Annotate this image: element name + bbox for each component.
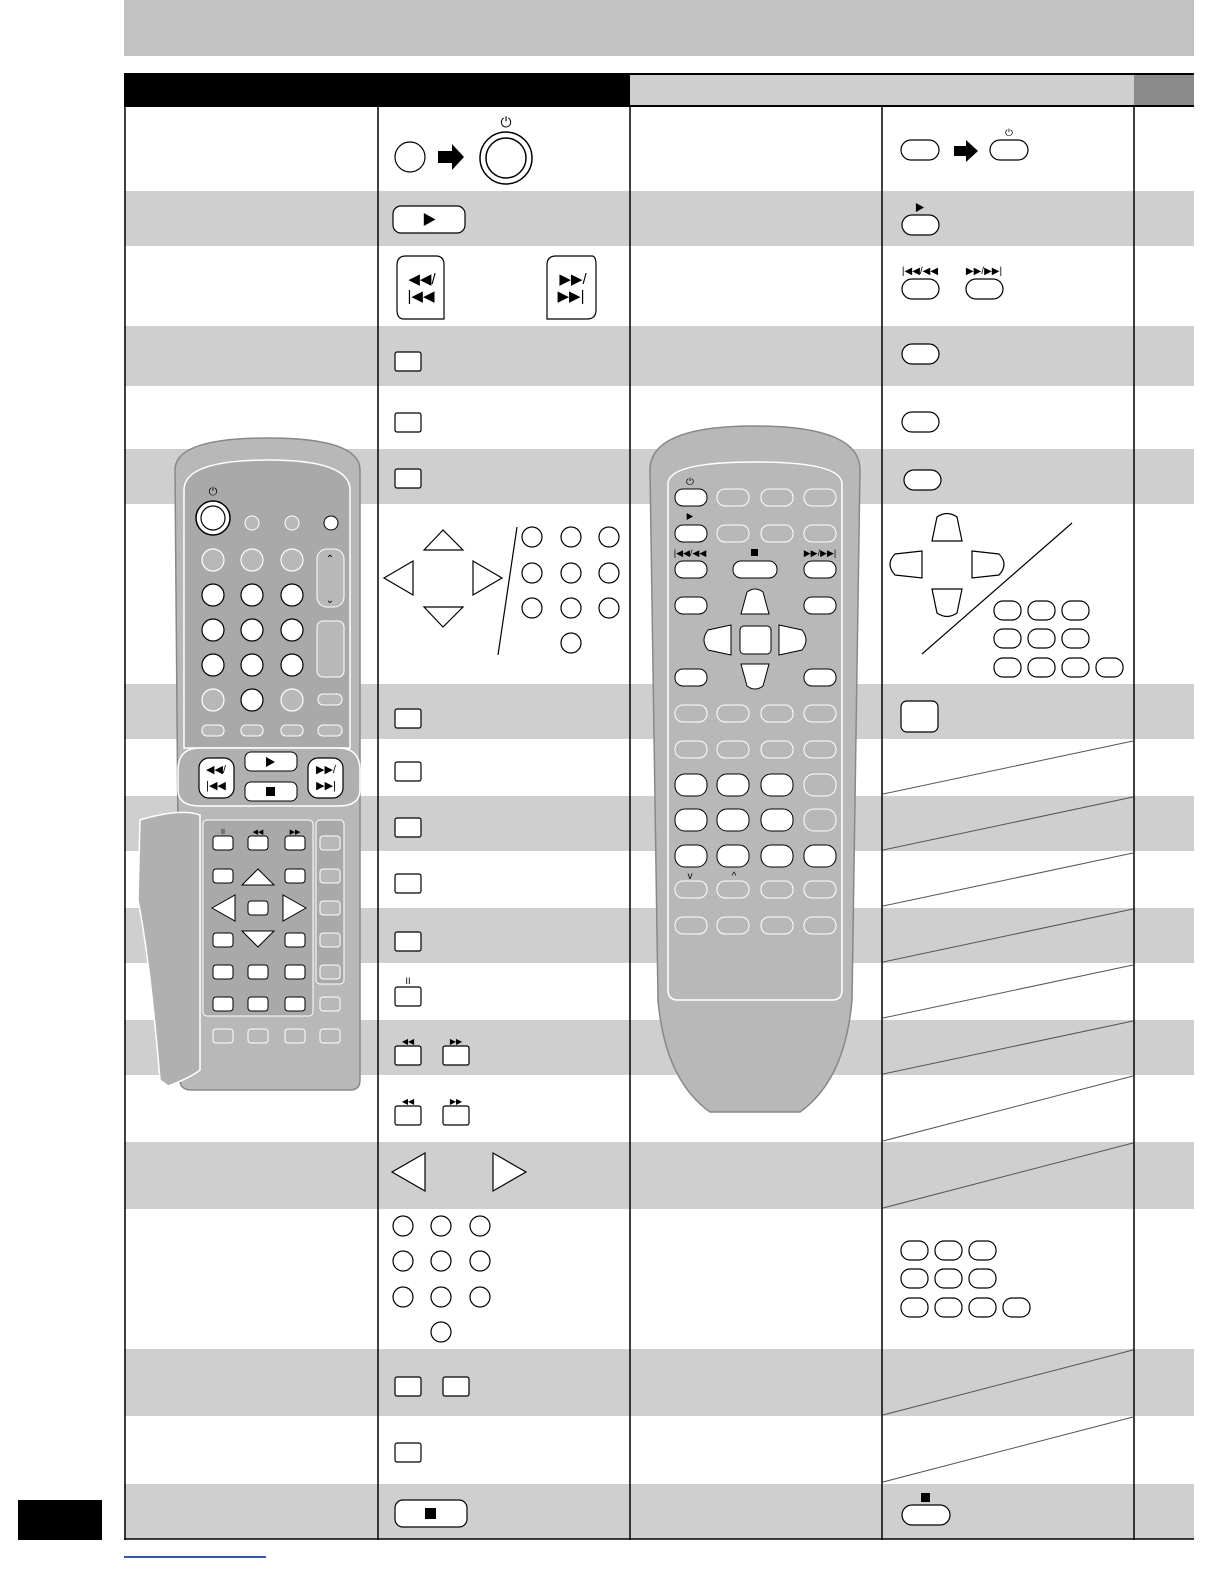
numeric-keys-lower[interactable]: [393, 1216, 490, 1342]
power-icon: ⏻: [1005, 128, 1013, 139]
chevron-down-icon: v: [687, 871, 693, 882]
page-number-tab: [18, 1500, 102, 1540]
power-button[interactable]: [990, 140, 1028, 160]
svg-text:▶▶/: ▶▶/: [559, 271, 587, 288]
pause-icon: II: [405, 976, 411, 986]
cursor-keys[interactable]: [384, 530, 502, 627]
remote-left-illustration: [138, 438, 360, 1090]
rewind-icon: ◀◀: [401, 1097, 415, 1106]
power-icon: ⏻: [686, 477, 694, 488]
fast-forward-icon: ▶▶: [449, 1097, 463, 1106]
play-button[interactable]: [902, 215, 939, 235]
chevron-up-icon: ^: [731, 871, 737, 882]
svg-text:▶▶/▶▶|: ▶▶/▶▶|: [803, 548, 837, 558]
right-arrow-icon: [438, 144, 464, 170]
numeric-keys-lower[interactable]: [901, 1241, 1030, 1317]
svg-text:▶▶: ▶▶: [289, 829, 301, 836]
svg-text:|◀◀: |◀◀: [407, 288, 435, 305]
power-icon: ⏻: [500, 114, 512, 130]
right-arrow-icon: [954, 140, 978, 162]
button-a[interactable]: [395, 142, 425, 172]
rewind-icon: ◀◀: [401, 1037, 415, 1046]
svg-text:◀◀/: ◀◀/: [206, 764, 226, 776]
svg-text:◀◀/: ◀◀/: [408, 271, 436, 288]
svg-text:▶▶|: ▶▶|: [557, 288, 585, 305]
power-button[interactable]: [675, 489, 707, 506]
chevron-up-icon: ⌃: [325, 554, 335, 565]
numeric-keys[interactable]: [522, 527, 619, 653]
footer-link-underline[interactable]: [124, 1556, 266, 1558]
skip-back-icon: |◀◀/◀◀: [901, 266, 939, 277]
play-button[interactable]: [675, 525, 707, 542]
chevron-down-icon: ⌄: [325, 595, 335, 606]
skip-forward-icon: ▶▶/▶▶|: [965, 266, 1003, 277]
numeric-keys[interactable]: [994, 601, 1123, 677]
remote-right-illustration: [650, 426, 860, 1112]
svg-text:|◀◀/◀◀: |◀◀/◀◀: [673, 548, 707, 558]
svg-text:◀◀: ◀◀: [252, 829, 264, 836]
svg-text:▶▶|: ▶▶|: [316, 780, 336, 792]
fast-forward-icon: ▶▶: [449, 1037, 463, 1046]
svg-text:▶▶/: ▶▶/: [316, 764, 336, 776]
cursor-keys[interactable]: [890, 514, 1004, 617]
svg-text:II: II: [221, 829, 225, 836]
power-icon: ⏻: [208, 486, 218, 498]
button-a[interactable]: [901, 140, 939, 160]
stop-button[interactable]: [902, 1505, 950, 1525]
svg-text:|◀◀: |◀◀: [206, 780, 226, 792]
